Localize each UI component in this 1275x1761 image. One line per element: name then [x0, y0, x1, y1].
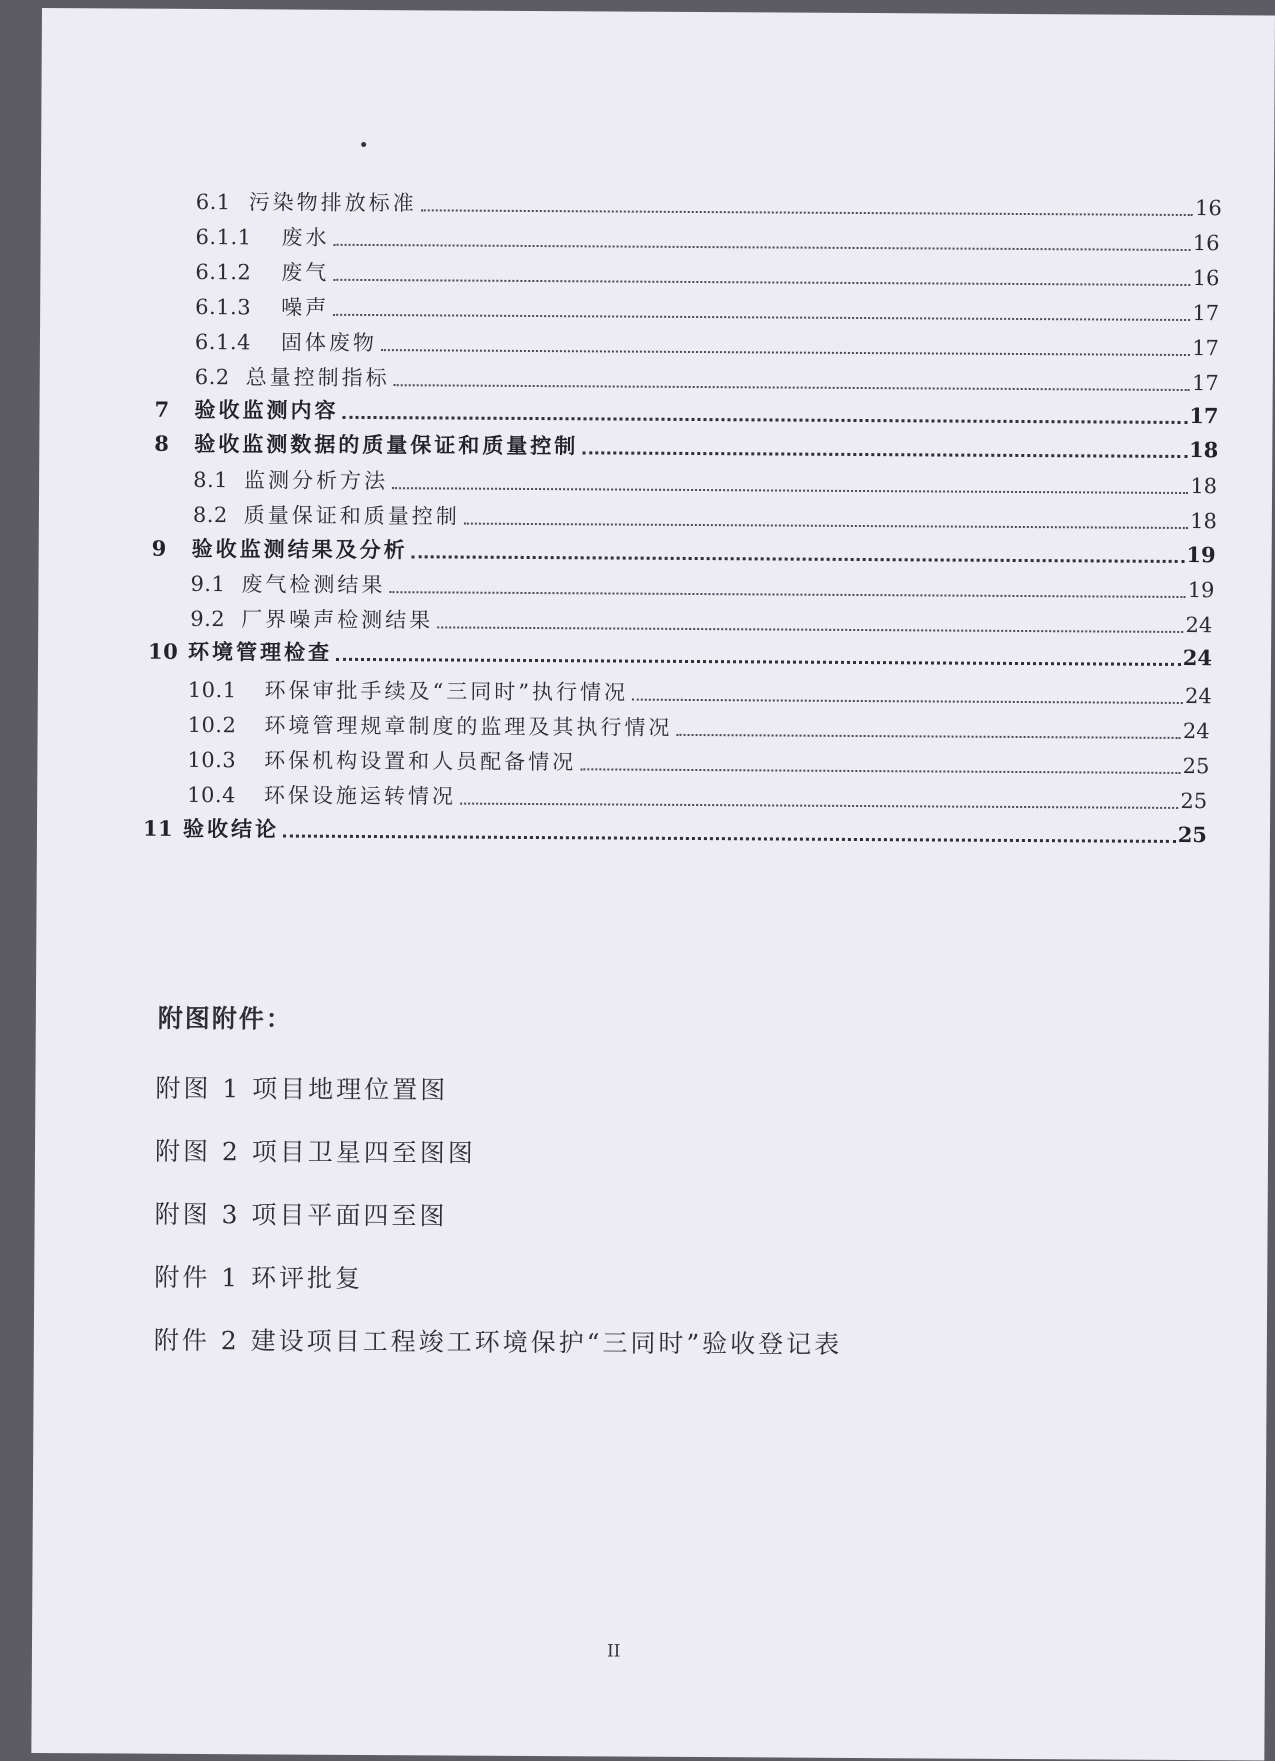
toc-number: 6.1.1 — [195, 224, 252, 250]
toc-title: 监测分析方法 — [243, 468, 389, 494]
appendix-item[interactable]: 附件 1 环评批复 — [154, 1262, 364, 1293]
toc-page: 16 — [1194, 196, 1222, 221]
toc-page: 24 — [1182, 718, 1210, 744]
toc-entry[interactable] — [195, 257, 1219, 293]
toc-leader — [676, 733, 1181, 739]
toc-leader — [394, 383, 1190, 391]
toc-page: 17 — [1192, 301, 1220, 326]
toc-page: 25 — [1177, 821, 1208, 848]
toc-page: 24 — [1185, 683, 1212, 709]
toc-entry[interactable] — [188, 675, 1212, 711]
toc-entry[interactable] — [143, 814, 1207, 850]
toc-title: 环保设施运转情况 — [263, 783, 457, 809]
toc-page: 17 — [1189, 403, 1219, 429]
toc-entry[interactable] — [154, 429, 1218, 465]
toc-leader — [580, 767, 1181, 774]
toc-number: 6.1.3 — [195, 294, 252, 320]
toc-page: 24 — [1182, 644, 1213, 671]
toc-entry[interactable] — [195, 327, 1219, 363]
toc-leader — [582, 450, 1187, 458]
toc-leader — [460, 802, 1179, 809]
toc-entry[interactable] — [148, 637, 1212, 673]
toc-page: 18 — [1190, 474, 1218, 499]
appendix-heading: 附图附件： — [157, 1003, 293, 1034]
toc-leader — [437, 625, 1183, 633]
toc-page: 17 — [1191, 371, 1219, 396]
toc-title: 验收监测内容 — [194, 396, 339, 423]
toc-leader — [333, 313, 1190, 321]
toc-number: 10.2 — [187, 712, 237, 738]
toc-title: 环境管理规章制度的监理及其执行情况 — [264, 713, 673, 740]
toc-entry[interactable] — [196, 222, 1220, 258]
toc-entry[interactable] — [190, 569, 1214, 605]
toc-leader — [464, 522, 1188, 529]
toc-title: 总量控制指标 — [245, 365, 390, 391]
toc-leader — [421, 208, 1193, 216]
toc-title: 废气 — [281, 260, 330, 285]
toc-leader — [381, 348, 1190, 356]
toc-entry[interactable] — [195, 292, 1219, 328]
toc-entry[interactable] — [187, 780, 1207, 816]
toc-title: 环境管理检查 — [187, 638, 333, 665]
page-number: II — [606, 1641, 621, 1662]
toc-title: 废气检测结果 — [241, 572, 386, 598]
toc-leader — [342, 415, 1187, 424]
toc-page: 24 — [1185, 612, 1213, 638]
toc-number: 8.2 — [192, 502, 228, 528]
toc-leader — [392, 486, 1188, 494]
appendix-item[interactable]: 附图 3 项目平面四至图 — [154, 1199, 448, 1231]
toc-leader — [632, 698, 1183, 704]
toc-title: 验收监测结果及分析 — [191, 535, 408, 563]
table-of-contents — [42, 8, 1275, 848]
toc-page: 18 — [1190, 509, 1217, 534]
toc-entry[interactable] — [187, 745, 1209, 781]
toc-title: 质量保证和质量控制 — [243, 503, 460, 529]
toc-entry[interactable] — [195, 362, 1219, 398]
toc-title: 固体废物 — [280, 330, 377, 356]
toc-number: 8 — [154, 430, 170, 456]
toc-entry[interactable] — [193, 465, 1217, 501]
toc-number: 10.1 — [187, 677, 237, 703]
toc-number: 10.3 — [187, 747, 237, 773]
toc-leader — [333, 278, 1190, 286]
toc-number: 9.1 — [190, 571, 226, 597]
toc-page: 19 — [1187, 578, 1215, 603]
toc-title: 环保审批手续及“三同时”执行情况 — [264, 678, 629, 705]
toc-entry[interactable] — [188, 710, 1210, 746]
toc-title: 验收监测数据的质量保证和质量控制 — [194, 430, 579, 459]
toc-number: 6.1.2 — [195, 259, 252, 285]
toc-leader — [283, 833, 1176, 842]
toc-entry[interactable] — [196, 187, 1222, 223]
scan-speck — [361, 142, 366, 147]
toc-page: 19 — [1186, 542, 1216, 568]
toc-title: 污染物排放标准 — [248, 190, 417, 216]
toc-page: 16 — [1192, 266, 1220, 291]
toc-entry[interactable] — [193, 500, 1217, 536]
toc-leader — [389, 590, 1185, 598]
appendix-item[interactable]: 附图 1 项目地理位置图 — [155, 1073, 449, 1105]
toc-entry[interactable] — [152, 534, 1216, 570]
toc-leader — [412, 554, 1185, 563]
toc-number: 6.2 — [194, 364, 230, 390]
toc-title: 验收结论 — [182, 815, 280, 842]
toc-number: 8.1 — [193, 467, 229, 493]
toc-title: 环保机构设置和人员配备情况 — [264, 748, 577, 775]
toc-page: 16 — [1192, 231, 1220, 256]
toc-number: 9 — [151, 535, 167, 561]
toc-number: 10 — [147, 638, 179, 664]
toc-page: 18 — [1189, 437, 1219, 463]
toc-page: 17 — [1192, 336, 1220, 361]
toc-title: 废水 — [281, 225, 330, 250]
toc-page: 25 — [1180, 788, 1208, 814]
toc-leader — [333, 243, 1190, 251]
toc-number: 9.2 — [190, 606, 226, 632]
toc-number: 6.1 — [195, 189, 231, 215]
toc-title: 厂界噪声检测结果 — [241, 607, 434, 633]
toc-entry[interactable] — [154, 395, 1218, 431]
document-page — [31, 8, 1275, 1760]
appendix-item[interactable]: 附图 2 项目卫星四至图图 — [154, 1136, 476, 1168]
toc-leader — [336, 657, 1181, 666]
toc-page: 25 — [1182, 753, 1210, 779]
toc-number: 10.4 — [187, 782, 237, 808]
toc-number: 7 — [154, 396, 170, 422]
toc-number: 11 — [142, 815, 174, 841]
toc-title: 噪声 — [281, 295, 330, 320]
appendix-item[interactable]: 附件 2 建设项目工程竣工环境保护“三同时”验收登记表 — [153, 1325, 843, 1359]
toc-entry[interactable] — [190, 604, 1212, 640]
toc-number: 6.1.4 — [194, 329, 251, 355]
